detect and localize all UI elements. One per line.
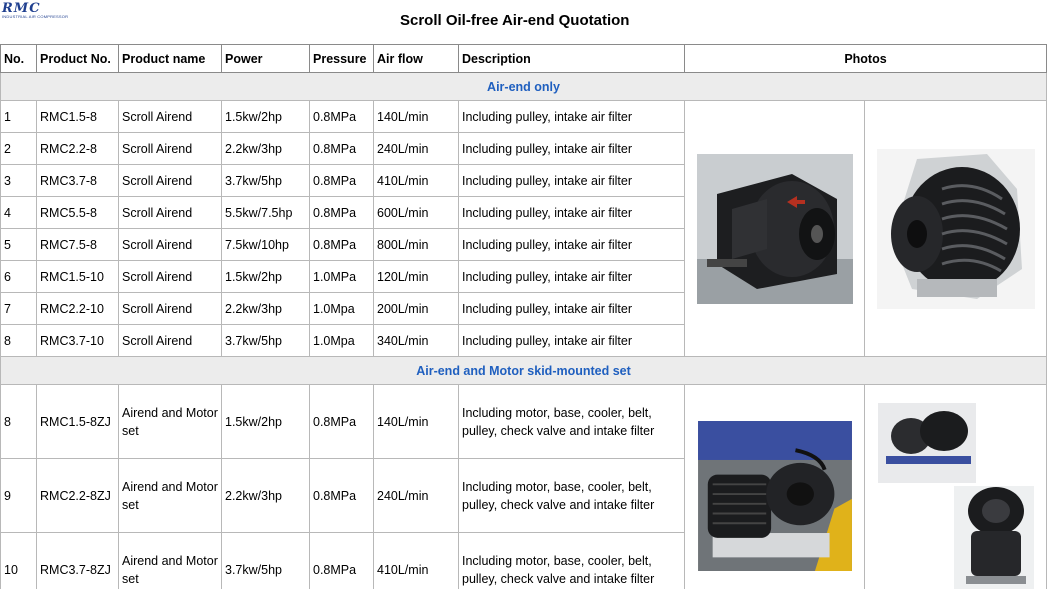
cell-air-flow: 340L/min	[374, 325, 459, 357]
section-row-motor-set	[1, 357, 1047, 385]
cell-pressure: 0.8MPa	[310, 165, 374, 197]
cell-pressure: 0.8MPa	[310, 197, 374, 229]
cell-power: 2.2kw/3hp	[222, 459, 310, 533]
photo-cell-2	[865, 101, 1047, 357]
cell-product-no: RMC7.5-8	[37, 229, 119, 261]
cell-no: 8	[1, 325, 37, 357]
cell-pressure: 0.8MPa	[310, 229, 374, 261]
cell-product-no: RMC2.2-8	[37, 133, 119, 165]
cell-description: Including pulley, intake air filter	[459, 101, 685, 133]
airend-photo-side	[877, 149, 1035, 309]
cell-pressure: 0.8MPa	[310, 459, 374, 533]
cell-no: 2	[1, 133, 37, 165]
cell-product-no: RMC1.5-8	[37, 101, 119, 133]
cell-name: Scroll Airend	[119, 165, 222, 197]
airend-photo-front	[697, 154, 853, 304]
cell-power: 7.5kw/10hp	[222, 229, 310, 261]
cell-air-flow: 410L/min	[374, 165, 459, 197]
cell-no: 10	[1, 533, 37, 589]
cell-pressure: 0.8MPa	[310, 385, 374, 459]
cell-power: 1.5kw/2hp	[222, 261, 310, 293]
header-air-flow: Air flow	[374, 45, 459, 73]
quotation-table	[0, 44, 1047, 589]
section-label: Air-end and Motor skid-mounted set	[1, 357, 1047, 385]
cell-air-flow: 240L/min	[374, 133, 459, 165]
cell-description: Including pulley, intake air filter	[459, 165, 685, 197]
cell-name: Scroll Airend	[119, 325, 222, 357]
table-row	[1, 101, 1047, 133]
cell-no: 5	[1, 229, 37, 261]
cell-no: 9	[1, 459, 37, 533]
cell-power: 3.7kw/5hp	[222, 325, 310, 357]
motor-set-photo-side	[876, 401, 1036, 589]
header-pressure: Pressure	[310, 45, 374, 73]
cell-product-no: RMC1.5-10	[37, 261, 119, 293]
cell-no: 7	[1, 293, 37, 325]
cell-description: Including pulley, intake air filter	[459, 197, 685, 229]
cell-name: Scroll Airend	[119, 101, 222, 133]
cell-power: 2.2kw/3hp	[222, 293, 310, 325]
cell-pressure: 1.0Mpa	[310, 293, 374, 325]
cell-product-no: RMC3.7-8ZJ	[37, 533, 119, 589]
cell-description: Including pulley, intake air filter	[459, 261, 685, 293]
cell-description: Including motor, base, cooler, belt, pulley, check valve and intake filter	[459, 533, 685, 589]
cell-product-no: RMC2.2-10	[37, 293, 119, 325]
cell-air-flow: 240L/min	[374, 459, 459, 533]
header-no: No.	[1, 45, 37, 73]
cell-name: Airend and Motor set	[119, 533, 222, 589]
cell-power: 2.2kw/3hp	[222, 133, 310, 165]
header-row	[1, 45, 1047, 73]
cell-pressure: 1.0Mpa	[310, 325, 374, 357]
cell-power: 5.5kw/7.5hp	[222, 197, 310, 229]
cell-no: 1	[1, 101, 37, 133]
section-row-airend-only	[1, 73, 1047, 101]
photo-cell-1	[685, 101, 865, 357]
table-row	[1, 385, 1047, 459]
photo-cell-4	[865, 385, 1047, 589]
cell-product-no: RMC5.5-8	[37, 197, 119, 229]
cell-no: 8	[1, 385, 37, 459]
cell-name: Scroll Airend	[119, 261, 222, 293]
cell-air-flow: 410L/min	[374, 533, 459, 589]
photo-cell-3	[685, 385, 865, 589]
cell-description: Including motor, base, cooler, belt, pulley, check valve and intake filter	[459, 459, 685, 533]
cell-name: Airend and Motor set	[119, 385, 222, 459]
cell-power: 3.7kw/5hp	[222, 165, 310, 197]
cell-description: Including motor, base, cooler, belt, pulley, check valve and intake filter	[459, 385, 685, 459]
motor-set-photo-front	[697, 421, 853, 571]
cell-pressure: 0.8MPa	[310, 101, 374, 133]
cell-name: Scroll Airend	[119, 197, 222, 229]
cell-product-no: RMC3.7-10	[37, 325, 119, 357]
cell-air-flow: 800L/min	[374, 229, 459, 261]
cell-no: 6	[1, 261, 37, 293]
cell-description: Including pulley, intake air filter	[459, 325, 685, 357]
logo-brand: RMC	[2, 1, 41, 16]
cell-pressure: 1.0MPa	[310, 261, 374, 293]
header-product-no: Product No.	[37, 45, 119, 73]
cell-air-flow: 120L/min	[374, 261, 459, 293]
header-photos: Photos	[685, 45, 1047, 73]
cell-name: Airend and Motor set	[119, 459, 222, 533]
header-description: Description	[459, 45, 685, 73]
cell-air-flow: 140L/min	[374, 101, 459, 133]
cell-pressure: 0.8MPa	[310, 533, 374, 589]
logo-tagline: INDUSTRIAL AIR COMPRESSOR	[2, 14, 69, 19]
cell-air-flow: 140L/min	[374, 385, 459, 459]
cell-no: 3	[1, 165, 37, 197]
cell-power: 3.7kw/5hp	[222, 533, 310, 589]
cell-name: Scroll Airend	[119, 229, 222, 261]
page-title: Scroll Oil-free Air-end Quotation	[400, 12, 630, 29]
company-logo	[2, 1, 69, 19]
cell-air-flow: 200L/min	[374, 293, 459, 325]
section-label: Air-end only	[1, 73, 1047, 101]
cell-name: Scroll Airend	[119, 293, 222, 325]
header-product-name: Product name	[119, 45, 222, 73]
cell-no: 4	[1, 197, 37, 229]
cell-product-no: RMC3.7-8	[37, 165, 119, 197]
cell-description: Including pulley, intake air filter	[459, 229, 685, 261]
header-power: Power	[222, 45, 310, 73]
cell-product-no: RMC2.2-8ZJ	[37, 459, 119, 533]
cell-power: 1.5kw/2hp	[222, 385, 310, 459]
cell-air-flow: 600L/min	[374, 197, 459, 229]
cell-name: Scroll Airend	[119, 133, 222, 165]
cell-product-no: RMC1.5-8ZJ	[37, 385, 119, 459]
cell-description: Including pulley, intake air filter	[459, 293, 685, 325]
cell-power: 1.5kw/2hp	[222, 101, 310, 133]
cell-pressure: 0.8MPa	[310, 133, 374, 165]
cell-description: Including pulley, intake air filter	[459, 133, 685, 165]
